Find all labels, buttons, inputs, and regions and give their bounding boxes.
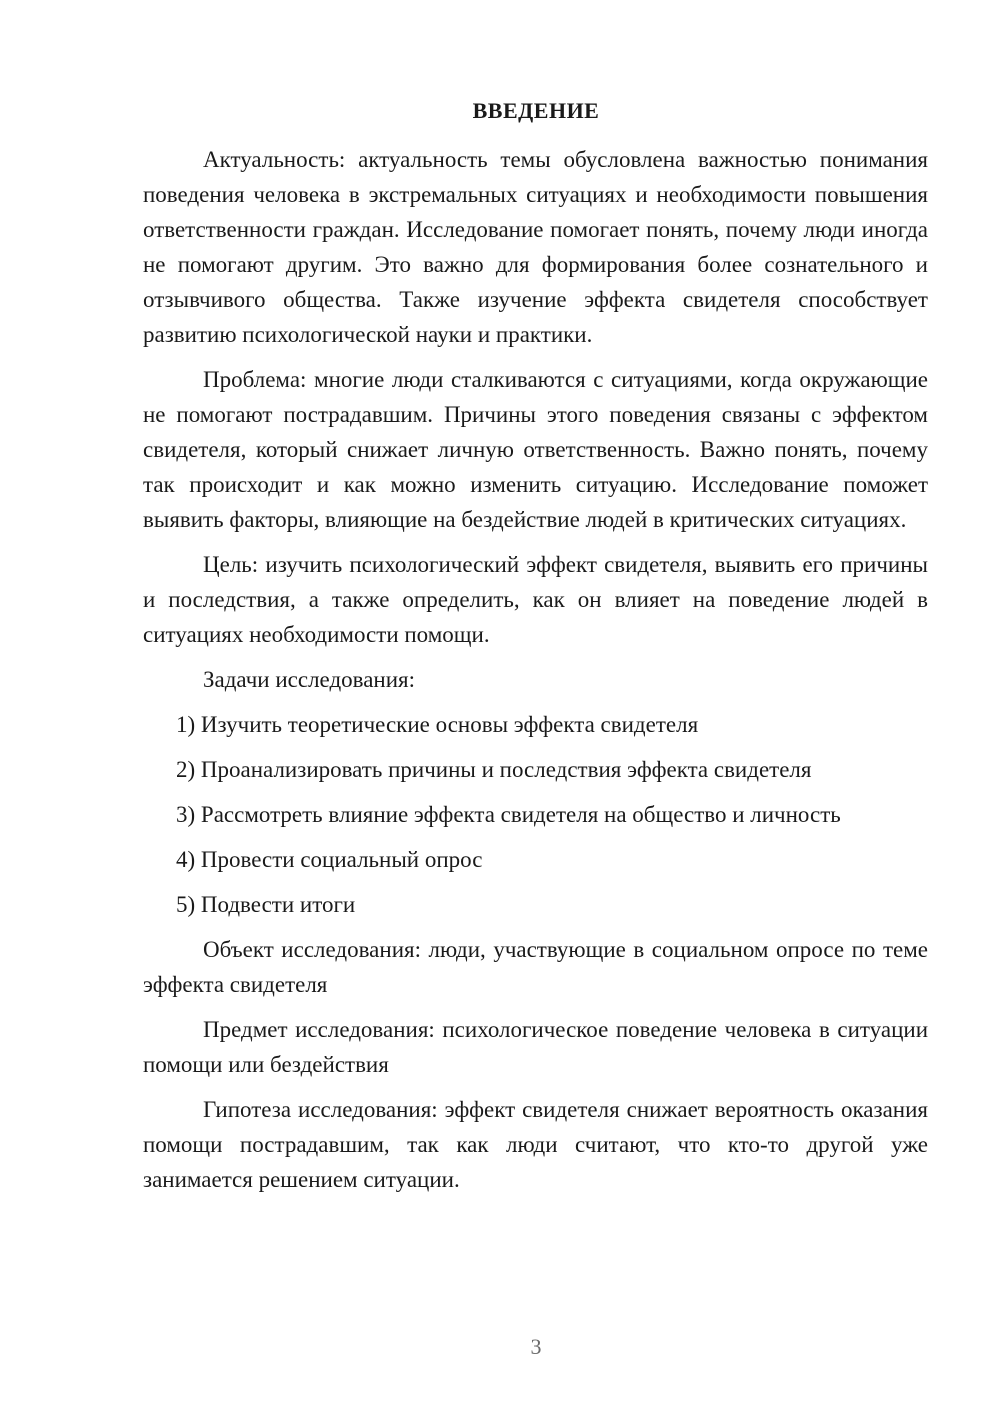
- page-number: 3: [530, 1334, 542, 1359]
- page-body: [143, 142, 928, 1207]
- task-item-4: 4) Провести социальный опрос: [176, 847, 483, 872]
- task-item-2: 2) Проанализировать причины и последствия эффекта свидетеля: [176, 757, 812, 782]
- object-paragraph: Объект исследования: люди, участвующие в социальном опросе по теме эффекта свидетеля: [143, 937, 928, 997]
- problem-paragraph: Проблема: многие люди сталкиваются с ситуациями, когда окружающие не помогают пострадавшим. Причины этого поведения связаны с эффектом свидетеля, который снижает личную ответственность. Важно понять, почему так происходит и как можно изменить ситуацию. Исследование поможет выявить факторы, влияющие на бездействие людей в критических ситуациях.: [143, 367, 928, 532]
- goal-paragraph: Цель: изучить психологический эффект свидетеля, выявить его причины и последствия, а также определить, как он влияет на поведение людей в ситуациях необходимости помощи.: [143, 552, 928, 647]
- task-item-1: 1) Изучить теоретические основы эффекта свидетеля: [176, 712, 699, 737]
- subject-paragraph: Предмет исследования: психологическое поведение человека в ситуации помощи или бездействия: [143, 1017, 928, 1077]
- tasks-heading: Задачи исследования:: [203, 667, 416, 692]
- task-item-5: 5) Подвести итоги: [176, 892, 356, 917]
- hypothesis-paragraph: Гипотеза исследования: эффект свидетеля снижает вероятность оказания помощи пострадавшим, так как люди считают, что кто-то другой уже занимается решением ситуации.: [143, 1097, 928, 1192]
- page-title: ВВЕДЕНИЕ: [472, 98, 600, 123]
- tasks-list: [143, 707, 928, 922]
- task-item-3: 3) Рассмотреть влияние эффекта свидетеля на общество и личность: [176, 802, 841, 827]
- relevance-paragraph: Актуальность: актуальность темы обусловлена важностью понимания поведения человека в экстремальных ситуациях и необходимости повышения ответственности граждан. Исследование помогает понять, почему люди иногда не помогают другим. Это важно для формирования более сознательного и отзывчивого общества. Также изучение эффекта свидетеля способствует развитию психологической науки и практики.: [143, 147, 928, 347]
